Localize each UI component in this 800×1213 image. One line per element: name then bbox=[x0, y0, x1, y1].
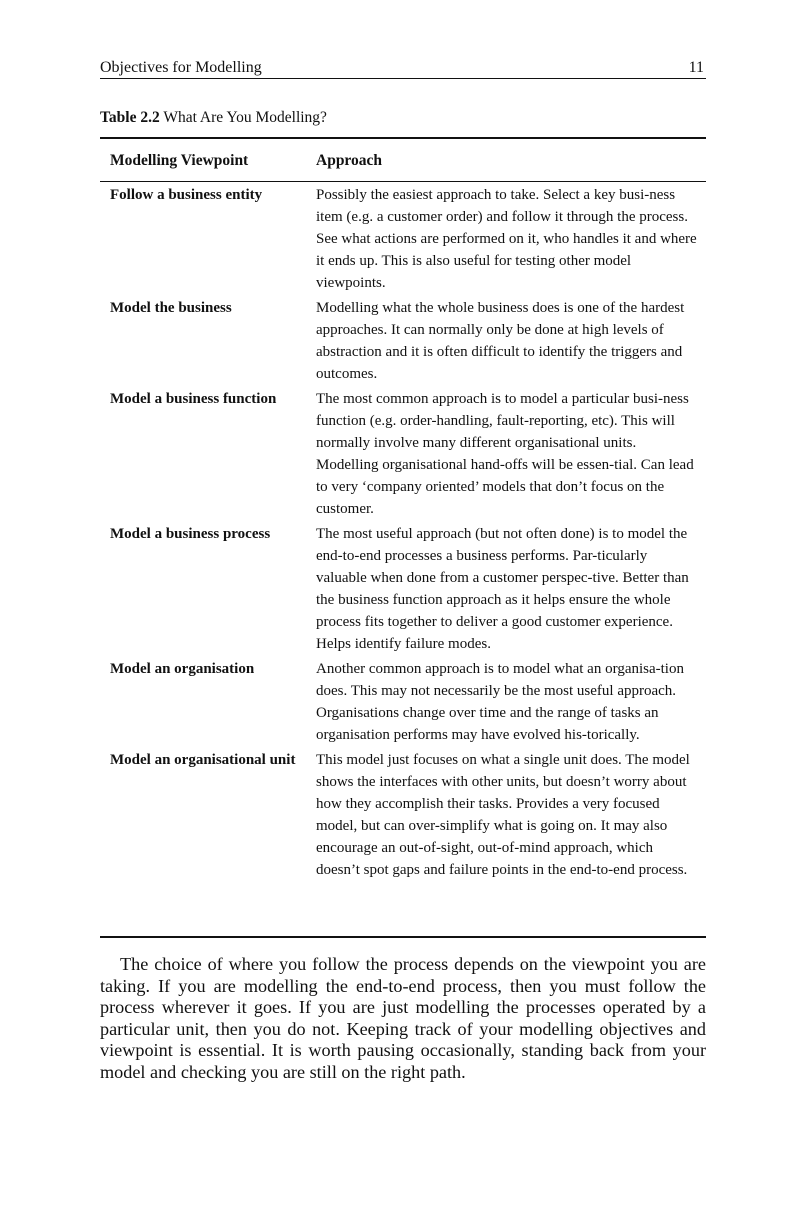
table-header-rule bbox=[100, 181, 706, 182]
table-title: What Are You Modelling? bbox=[163, 109, 327, 126]
viewpoint-cell: Model a business process bbox=[110, 526, 271, 542]
table-row bbox=[100, 184, 706, 294]
approach-cell: This model just focuses on what a single unit does. The model shows the interfaces with other units, but doesn’t worry about how they accomplish their tasks. Provides a very focused model, but can over-simplify what is going on. It may also encourage an out-of-sight, out-of-mind approach, which doesn’t spot gaps and failure points in the end-to-end process. bbox=[316, 752, 690, 878]
page-number: 11 bbox=[688, 59, 704, 76]
approach-cell: Modelling what the whole business does is one of the hardest approaches. It can normally only be done at high levels of abstraction and it is often difficult to identify the triggers and outcomes. bbox=[316, 300, 685, 382]
table-row bbox=[100, 749, 706, 881]
table-label: Table 2.2 bbox=[100, 109, 160, 126]
viewpoint-cell: Model an organisation bbox=[110, 661, 255, 677]
viewpoint-cell: Model a business function bbox=[110, 391, 277, 407]
body-paragraph: The choice of where you follow the process depends on the viewpoint you are taking. If you are modelling the end-to-end process, then you must follow the process wherever it goes. If you are just modelling the processes operated by a particular unit, then you do not. Keeping track of your modelling objectives and viewpoint is essential. It is worth pausing occasionally, standing back from your model and checking you are still on the right path. bbox=[100, 954, 706, 1082]
viewpoint-cell: Model the business bbox=[110, 300, 232, 316]
table-body bbox=[100, 184, 706, 884]
chapter-title: Objectives for Modelling bbox=[100, 59, 262, 76]
table-row bbox=[100, 297, 706, 385]
column-header-viewpoint: Modelling Viewpoint bbox=[110, 152, 249, 169]
table-row bbox=[100, 388, 706, 520]
running-header bbox=[100, 58, 706, 79]
approach-cell: The most useful approach (but not often done) is to model the end-to-end processes a business performs. Par-ticularly valuable when done from a customer perspec-tive. Better than the business function approach as it helps ensure the whole process fits together to deliver a good customer experience. Helps identify failure modes. bbox=[316, 526, 689, 652]
table-top-rule bbox=[100, 137, 706, 139]
table-row bbox=[100, 658, 706, 746]
table-row bbox=[100, 523, 706, 655]
table-bottom-rule bbox=[100, 936, 706, 938]
approach-cell: Another common approach is to model what an organisa-tion does. This may not necessarily be the most useful approach. Organisations change over time and the range of tasks an organisation performs may have evolved his-torically. bbox=[316, 661, 684, 743]
viewpoint-cell: Follow a business entity bbox=[110, 187, 263, 203]
approach-cell: Possibly the easiest approach to take. Select a key busi-ness item (e.g. a customer order) and follow it through the process. See what actions are performed on it, who handles it and where it ends up. This is also useful for testing other model viewpoints. bbox=[316, 187, 697, 291]
column-header-approach: Approach bbox=[316, 152, 383, 169]
table-caption bbox=[100, 108, 327, 128]
viewpoint-cell: Model an organisational unit bbox=[110, 752, 296, 768]
approach-cell: The most common approach is to model a particular busi-ness function (e.g. order-handling, fault-reporting, etc). This will normally involve many different organisational units. Modelling organisational hand-offs will be essen-tial. Can lead to very ‘company oriented’ models that don’t focus on the customer. bbox=[316, 391, 694, 517]
